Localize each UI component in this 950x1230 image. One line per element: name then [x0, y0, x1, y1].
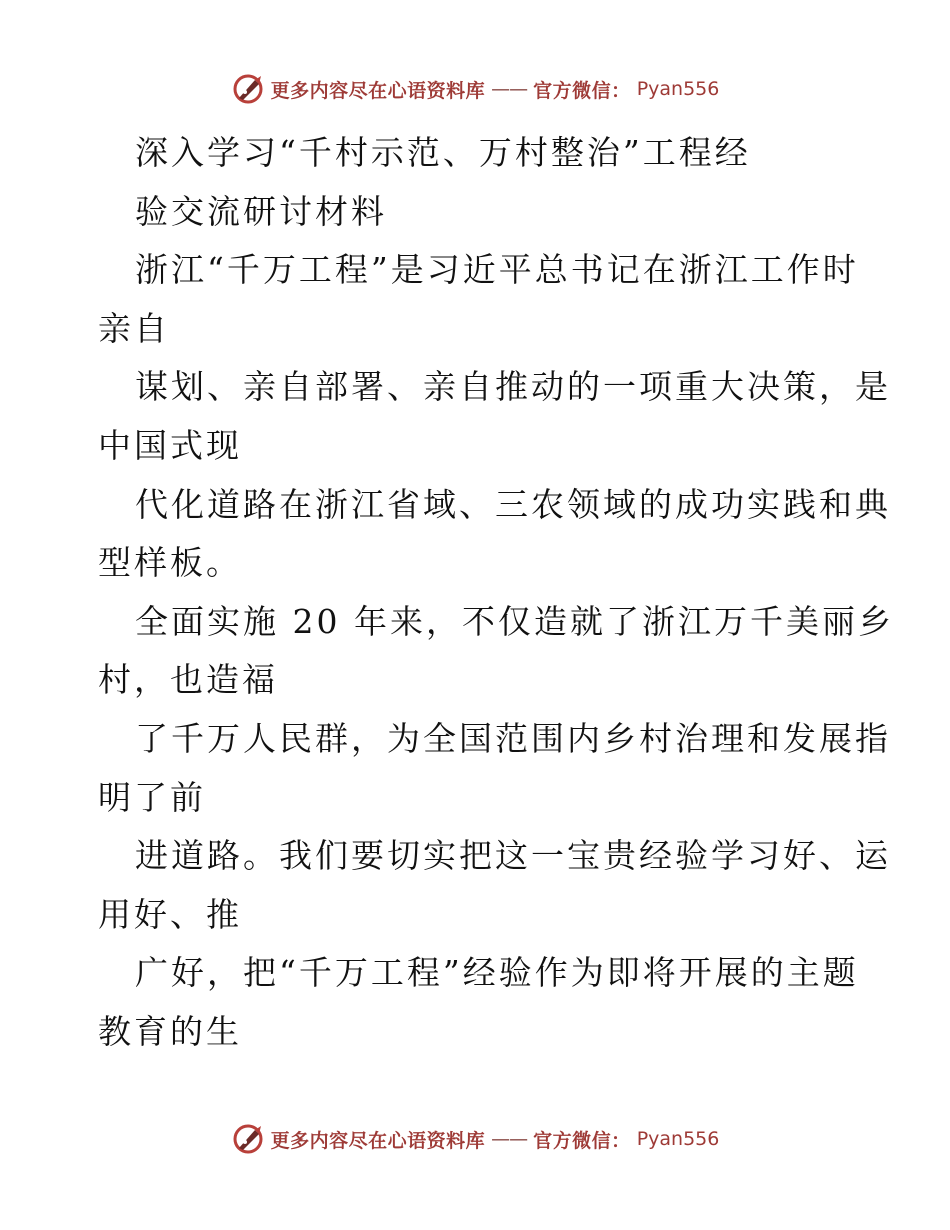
text-line: 明了前 — [98, 777, 206, 817]
text-line: 亲自 — [98, 308, 170, 348]
pen-nib-logo-icon — [231, 72, 265, 106]
text-line: 代化道路在浙江省域、三农领域的成功实践和典 — [135, 484, 891, 524]
text-line: 谋划、亲自部署、亲自推动的一项重大决策，是 — [135, 367, 891, 407]
banner-text-en: Pyan556 — [636, 1128, 720, 1150]
text-line: 了千万人民群，为全国范围内乡村治理和发展指 — [135, 718, 891, 758]
text-line: 型样板。 — [98, 543, 242, 583]
banner-dash: —— — [491, 78, 528, 100]
text-line: 深入学习“千村示范、万村整治”工程经 — [135, 133, 751, 172]
banner-text-mid: 官方微信： — [533, 79, 631, 102]
text-line: 验交流研讨材料 — [135, 191, 387, 231]
banner-text-mid: 官方微信： — [533, 1129, 631, 1152]
text-line: 用好、推 — [98, 894, 242, 934]
footer-banner — [0, 1122, 950, 1156]
header-banner — [0, 72, 950, 106]
banner-dash: —— — [491, 1128, 528, 1150]
banner-text-cn: 更多内容尽在心语资料库 — [270, 1129, 486, 1152]
text-line: 全面实施 20 年来，不仅造就了浙江万千美丽乡 — [135, 601, 894, 641]
text-line: 广好，把“千万工程”经验作为即将开展的主题 — [135, 953, 859, 993]
banner-text-en: Pyan556 — [636, 78, 720, 100]
pen-nib-logo-icon — [231, 1122, 265, 1156]
text-line: 中国式现 — [98, 425, 242, 465]
text-line: 教育的生 — [98, 1011, 242, 1051]
text-line: 进道路。我们要切实把这一宝贵经验学习好、运 — [135, 836, 891, 876]
document-body — [98, 124, 894, 1062]
text-line: 浙江“千万工程”是习近平总书记在浙江工作时 — [135, 250, 859, 290]
text-line: 村，也造福 — [98, 660, 278, 700]
banner-text-cn: 更多内容尽在心语资料库 — [270, 79, 486, 102]
